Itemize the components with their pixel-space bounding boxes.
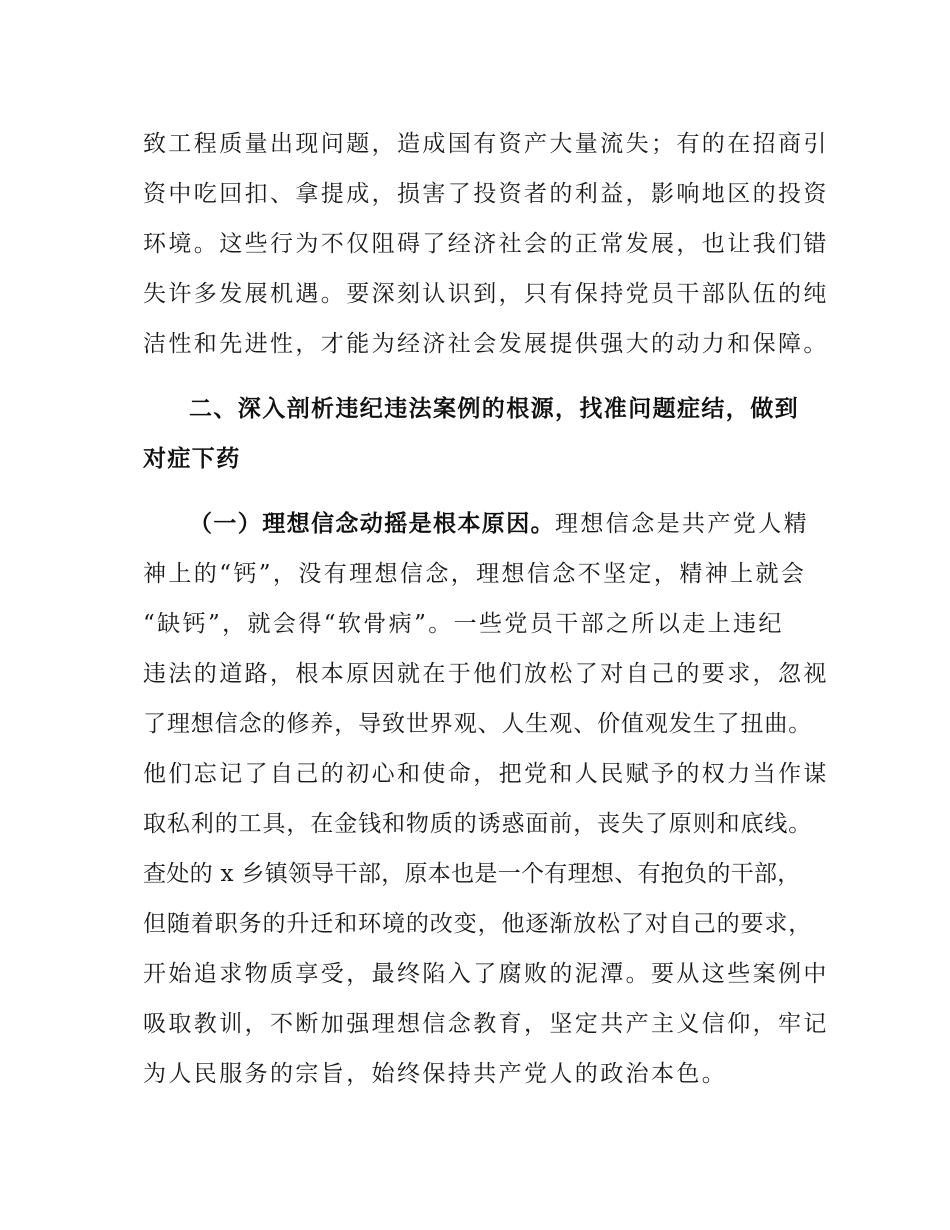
paragraph-2-line-3: “缺钙”，就会得“软骨病”。一些党员干部之所以走上违纪 bbox=[143, 611, 784, 637]
paragraph-1-line-2: 资中吃回扣、拿提成，损害了投资者的利益，影响地区的投资 bbox=[143, 181, 829, 207]
paragraph-1-line-5: 洁性和先进性，才能为经济社会发展提供强大的动力和保障。 bbox=[143, 331, 829, 357]
paragraph-1-line-3: 环境。这些行为不仅阻碍了经济社会的正常发展，也让我们错 bbox=[143, 231, 829, 257]
section-heading-line-2: 对症下药 bbox=[143, 446, 241, 472]
paragraph-2-first-line-rest: 理想信念是共产党人精 bbox=[555, 511, 809, 537]
paragraph-2-line-10: 开始追求物质享受，最终陷入了腐败的泥潭。要从这些案例中 bbox=[143, 961, 829, 987]
paragraph-2-line-8: 查处的 x 乡镇领导干部，原本也是一个有理想、有抱负的干部， bbox=[143, 861, 801, 887]
paragraph-2-line-11: 吸取教训，不断加强理想信念教育，坚定共产主义信仰，牢记 bbox=[143, 1011, 829, 1037]
paragraph-1-line-4: 失许多发展机遇。要深刻认识到，只有保持党员干部队伍的纯 bbox=[143, 281, 829, 307]
paragraph-1-line-1: 致工程质量出现问题，造成国有资产大量流失；有的在招商引 bbox=[143, 131, 829, 157]
paragraph-2-subheading: （一）理想信念动摇是根本原因。 bbox=[189, 511, 555, 537]
paragraph-2-line-7: 取私利的工具，在金钱和物质的诱惑面前，丧失了原则和底线。 bbox=[143, 811, 813, 837]
paragraph-2-line-9: 但随着职务的升迁和环境的改变，他逐渐放松了对自己的要求， bbox=[143, 911, 813, 937]
paragraph-2-line-2: 神上的“钙”，没有理想信念，理想信念不坚定，精神上就会 bbox=[143, 561, 807, 587]
paragraph-2-line-1 bbox=[189, 509, 809, 539]
section-heading-line-1: 二、深入剖析违纪违法案例的根源，找准问题症结，做到 bbox=[189, 396, 799, 422]
paragraph-2-line-5: 了理想信念的修养，导致世界观、人生观、价值观发生了扭曲。 bbox=[143, 711, 813, 737]
paragraph-2-line-4: 违法的道路，根本原因就在于他们放松了对自己的要求，忽视 bbox=[143, 661, 829, 687]
paragraph-2-line-6: 他们忘记了自己的初心和使命，把党和人民赋予的权力当作谋 bbox=[143, 761, 829, 787]
paragraph-2-line-12: 为人民服务的宗旨，始终保持共产党人的政治本色。 bbox=[143, 1061, 728, 1087]
